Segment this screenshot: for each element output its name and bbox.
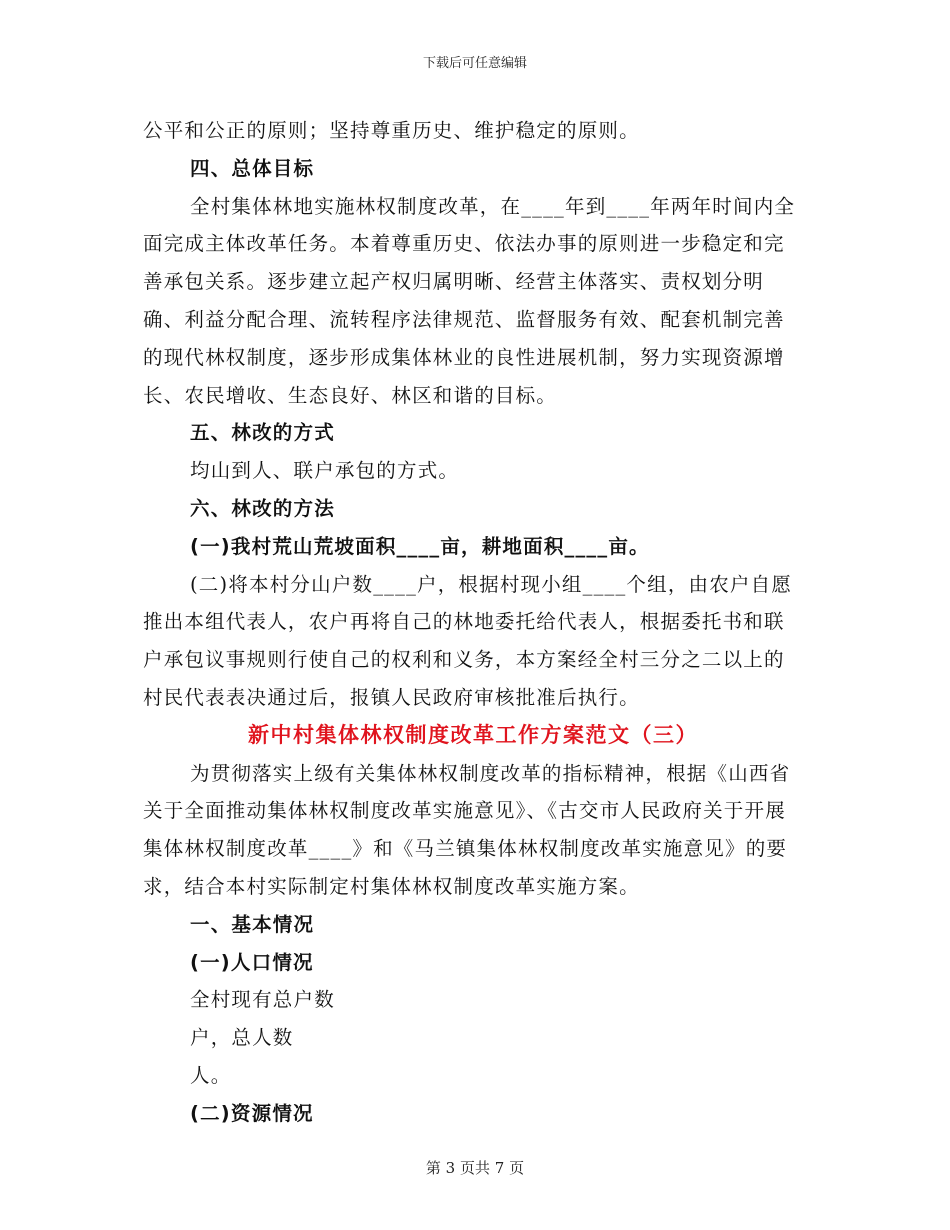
- paragraph-intro: 为贯彻落实上级有关集体林权制度改革的指标精神，根据《山西省关于全面推动集体林权制度改革实施意见》、《古交市人民政府关于开展集体林权制度改革____》和《马兰镇集体林权制度改革实施意见》的要求，结合本村实际制定村集体林权制度改革实施方案。: [143, 761, 791, 898]
- heading-overall-goal: 四、总体目标: [190, 156, 315, 180]
- paragraph-reform-mode: 均山到人、联户承包的方式。: [190, 459, 460, 483]
- document-body: [143, 112, 803, 1133]
- heading-population: (一)人口情况: [190, 950, 314, 974]
- heading-basic-info: 一、基本情况: [190, 912, 315, 936]
- page-header: 下载后可任意编辑: [422, 56, 527, 71]
- heading-area-item-1: (一)我村荒山荒坡面积____亩，耕地面积____亩。: [190, 534, 650, 558]
- paragraph-overall-goal: 全村集体林地实施林权制度改革，在____年到____年两年时间内全面完成主体改革任务。本着尊重历史、依法办事的原则进一步稳定和完善承包关系。逐步建立起产权归属明晰、经营主体落实、责权划分明确、利益分配合理、流转程序法律规范、监督服务有效、配套机制完善的现代林权制度，逐步形成集体林业的良性进展机制，努力实现资源增长、农民增收、生态良好、林区和谐的目标。: [143, 194, 796, 407]
- line-population: 户，总人数: [190, 1026, 294, 1050]
- line-people: 人。: [190, 1063, 232, 1087]
- paragraph-principles-continued: 公平和公正的原则；坚持尊重历史、维护稳定的原则。: [143, 119, 640, 142]
- heading-reform-mode: 五、林改的方式: [190, 421, 335, 445]
- section-title: 新中村集体林权制度改革工作方案范文（三）: [248, 722, 698, 747]
- heading-resources: (二)资源情况: [190, 1101, 314, 1125]
- heading-reform-method: 六、林改的方法: [190, 496, 335, 520]
- page-footer: 第 3 页共 7 页: [425, 1159, 525, 1177]
- line-households: 全村现有总户数: [190, 988, 335, 1012]
- paragraph-item-2: (二)将本村分山户数____户，根据村现小组____个组，由农户自愿推出本组代表人，农户再将自己的林地委托给代表人，根据委托书和联户承包议事规则行使自己的权利和义务，本方案经全村三分之二以上的村民代表表决通过后，报镇人民政府审核批准后执行。: [143, 572, 793, 709]
